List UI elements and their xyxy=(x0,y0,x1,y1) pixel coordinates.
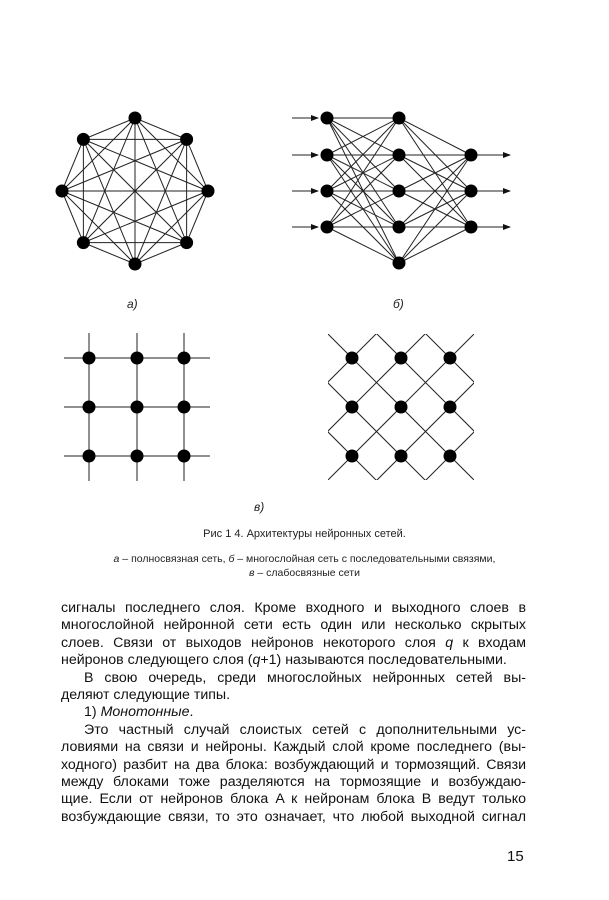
diagonal-connection-line xyxy=(128,0,609,520)
body-text-line xyxy=(61,687,526,704)
diagonal-neuron xyxy=(444,450,457,463)
diagonal-neuron xyxy=(346,450,359,463)
diagonal-connection-line xyxy=(128,232,609,520)
diagonal-neuron xyxy=(395,450,408,463)
diagonal-connection-line xyxy=(128,0,609,386)
legend-letter: а xyxy=(113,553,120,565)
diagonal-connection-line xyxy=(128,183,609,520)
legend-text: – полносвязная сеть, xyxy=(119,553,229,565)
body-text-line xyxy=(61,809,526,826)
figure-caption: Рис 1 4. Архитектуры нейронных сетей. xyxy=(203,528,406,540)
diagonal-lines xyxy=(128,0,609,520)
body-text-span: Это частный случай слоистых сетей с дополнительными ус- xyxy=(84,721,526,738)
body-text-span: щие. Если от нейронов блока A к нейронам блока B ведут только xyxy=(61,791,526,808)
legend-text: – многослойная сеть с последовательными связями, xyxy=(234,553,496,565)
body-text-line xyxy=(61,757,526,774)
body-text-span: +1) называются последовательными. xyxy=(260,652,507,669)
fully-connected-neuron xyxy=(202,185,215,198)
figure-legend-line-1 xyxy=(0,552,609,566)
diagonal-connection-line xyxy=(128,281,609,520)
body-text-span: между блоками тоже разделяются на тормозящие и возбуждаю- xyxy=(61,774,526,790)
legend-letter: б xyxy=(228,553,235,565)
body-text-line xyxy=(84,722,526,739)
fully-connected-neuron xyxy=(129,258,142,271)
weakly-connected-grid-diagram xyxy=(64,333,210,481)
diagonal-connection-line xyxy=(128,0,609,484)
body-text-line xyxy=(61,635,526,652)
grid-neuron xyxy=(131,352,144,365)
legend-text: – слабосвязные сети xyxy=(254,567,360,579)
diagonal-connection-line xyxy=(128,281,609,520)
layer-connection-line xyxy=(399,227,471,263)
panel-c-label: в) xyxy=(254,500,265,514)
body-text-span: деляют следующие типы. xyxy=(61,687,231,703)
diagonal-connection-line xyxy=(128,0,609,520)
diagonal-neuron xyxy=(395,401,408,414)
diagonal-connection-line xyxy=(128,0,609,484)
diagonal-connection-line xyxy=(128,0,609,386)
diagonal-neuron xyxy=(346,352,359,365)
body-text-emphasis: Монотонные xyxy=(100,704,190,721)
body-text-span: к входам xyxy=(453,634,526,651)
layer-neuron xyxy=(393,185,406,198)
diagonal-connection-line xyxy=(128,36,609,520)
layer-neuron xyxy=(321,149,334,162)
grid-neuron xyxy=(131,450,144,463)
grid-neuron xyxy=(83,352,96,365)
body-text-span: 1) xyxy=(84,704,101,721)
diagonal-neuron xyxy=(444,352,457,365)
layer-neuron xyxy=(393,149,406,162)
body-text-span: возбуждающие связи, то это означает, что любой выходной сигнал xyxy=(61,808,526,825)
body-text-line xyxy=(61,652,526,669)
body-text-span: ловиями на связи и нейроны. Каждый слой кроме последнего (вы- xyxy=(61,739,526,756)
layer-neuron xyxy=(465,185,478,198)
body-text-line xyxy=(61,791,526,808)
body-text-span: слоев. Связи от выходов нейронов некоторого слоя xyxy=(61,634,446,651)
diagonal-connection-line xyxy=(128,0,609,288)
layer-neuron xyxy=(465,221,478,234)
fully-connected-neuron xyxy=(56,185,69,198)
grid-neuron xyxy=(83,401,96,414)
body-text-emphasis: q xyxy=(252,652,261,669)
diagonal-connection-line xyxy=(128,183,609,520)
fully-connected-neuron xyxy=(180,133,193,146)
layer-connection-line xyxy=(399,155,471,263)
grid-neuron xyxy=(83,450,96,463)
layer-neuron xyxy=(393,221,406,234)
fully-connected-network-diagram xyxy=(56,112,215,271)
diagonal-connection-line xyxy=(128,85,609,520)
multilayer-network-diagram xyxy=(292,112,510,270)
body-text-line xyxy=(61,617,526,634)
legend-letter: в xyxy=(249,567,255,579)
grid-neuron xyxy=(178,450,191,463)
diagonal-connection-line xyxy=(128,36,609,520)
layer-neuron xyxy=(321,112,334,125)
body-text-span: . xyxy=(189,704,194,721)
page-number: 15 xyxy=(507,848,524,865)
diagonal-connection-line xyxy=(128,85,609,520)
weakly-connected-diagonal-diagram xyxy=(128,0,609,520)
diagonal-neuron xyxy=(346,401,359,414)
layer-neuron xyxy=(321,185,334,198)
layer-neuron xyxy=(393,257,406,270)
grid-neuron xyxy=(178,352,191,365)
diagonal-connection-line xyxy=(128,428,609,520)
body-text-line xyxy=(61,739,526,756)
body-text-span: сигналы последнего слоя. Кроме входного и выходного слоев в xyxy=(61,600,526,616)
layer-neuron xyxy=(465,149,478,162)
body-text-line xyxy=(84,704,526,721)
body-text-line xyxy=(84,670,526,687)
diagonal-neuron xyxy=(444,401,457,414)
layer-neuron xyxy=(321,221,334,234)
diagonal-connection-line xyxy=(128,0,609,337)
fully-connected-neuron xyxy=(129,112,142,125)
body-text-emphasis: q xyxy=(445,634,454,651)
figure-legend-line-2 xyxy=(0,566,609,580)
fully-connected-neuron xyxy=(77,236,90,249)
fully-connected-neuron xyxy=(180,236,193,249)
body-text-span: ходного) разбит на два блока: возбуждающий и тормозящий. Связи xyxy=(61,756,526,773)
body-text-span: нейронов следующего слоя ( xyxy=(61,652,253,669)
layer-connection-line xyxy=(327,227,399,263)
diagonal-connection-line xyxy=(128,232,609,520)
grid-neuron xyxy=(178,401,191,414)
layer-connection-line xyxy=(399,118,471,155)
panel-a-label: а) xyxy=(127,297,138,311)
layer-neuron xyxy=(393,112,406,125)
diagonal-connection-line xyxy=(128,134,609,520)
body-text-span: В свою очередь, среди многослойных нейронных сетей вы- xyxy=(84,669,526,686)
diagonal-connection-line xyxy=(128,134,609,520)
grid-neuron xyxy=(131,401,144,414)
body-text-line xyxy=(61,774,526,791)
fully-connected-neuron xyxy=(77,133,90,146)
diagonal-neuron xyxy=(395,352,408,365)
diagonal-connection-line xyxy=(128,379,609,520)
body-text-line xyxy=(61,600,526,617)
body-text-span: многослойной нейронной сети есть один или несколько скрытых xyxy=(61,617,526,634)
panel-b-label: б) xyxy=(393,297,404,311)
